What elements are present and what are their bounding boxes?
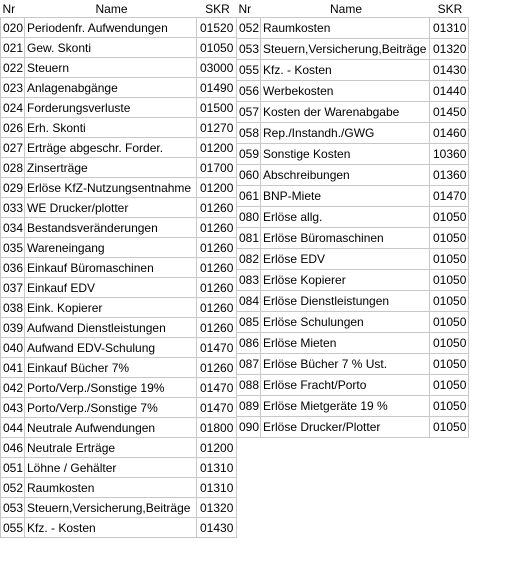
table-row[interactable]	[1, 238, 237, 258]
skr-code-cell: 01260	[197, 278, 237, 298]
table-row[interactable]	[237, 165, 469, 186]
skr-code-cell: 01050	[430, 354, 469, 375]
account-name-cell: BNP-Miete	[261, 186, 430, 207]
table-row[interactable]	[237, 312, 469, 333]
account-name-cell: Erlöse KfZ-Nutzungsentnahme	[25, 178, 197, 198]
table-row[interactable]	[1, 78, 237, 98]
table-row[interactable]	[237, 123, 469, 144]
account-number-cell: 056	[237, 81, 261, 102]
table-row[interactable]	[237, 144, 469, 165]
account-number-cell: 052	[1, 478, 25, 498]
account-name-cell: Forderungsverluste	[25, 98, 197, 118]
skr-code-cell: 03000	[197, 58, 237, 78]
table-row[interactable]	[237, 417, 469, 438]
account-number-cell: 084	[237, 291, 261, 312]
account-number-cell: 041	[1, 358, 25, 378]
skr-code-cell: 01200	[197, 138, 237, 158]
header-nr: Nr	[237, 0, 261, 18]
account-name-cell: Abschreibungen	[261, 165, 430, 186]
skr-code-cell: 01050	[430, 375, 469, 396]
header-nr: Nr	[1, 0, 25, 18]
skr-code-cell: 01310	[197, 478, 237, 498]
account-name-cell: Einkauf Bücher 7%	[25, 358, 197, 378]
skr-code-cell: 01050	[430, 270, 469, 291]
account-name-cell: Steuern	[25, 58, 197, 78]
account-name-cell: Erlöse Bücher 7 % Ust.	[261, 354, 430, 375]
account-name-cell: Aufwand EDV-Schulung	[25, 338, 197, 358]
account-number-cell: 057	[237, 102, 261, 123]
skr-code-cell: 01310	[430, 18, 469, 39]
account-number-cell: 051	[1, 458, 25, 478]
account-number-cell: 028	[1, 158, 25, 178]
table-row[interactable]	[1, 258, 237, 278]
table-row[interactable]	[1, 58, 237, 78]
skr-code-cell: 01700	[197, 158, 237, 178]
account-number-cell: 038	[1, 298, 25, 318]
account-name-cell: Periodenfr. Aufwendungen	[25, 18, 197, 38]
skr-code-cell: 01050	[430, 396, 469, 417]
skr-code-cell: 01470	[197, 398, 237, 418]
table-row[interactable]	[1, 198, 237, 218]
account-number-cell: 055	[237, 60, 261, 81]
table-row[interactable]	[1, 118, 237, 138]
account-name-cell: Erlöse EDV	[261, 249, 430, 270]
skr-code-cell: 01260	[197, 358, 237, 378]
skr-code-cell: 01200	[197, 178, 237, 198]
table-row[interactable]	[1, 98, 237, 118]
skr-code-cell: 01360	[430, 165, 469, 186]
account-number-cell: 036	[1, 258, 25, 278]
account-name-cell: Löhne / Gehälter	[25, 458, 197, 478]
table-row[interactable]	[1, 158, 237, 178]
account-name-cell: Raumkosten	[25, 478, 197, 498]
table-row[interactable]	[1, 318, 237, 338]
table-row[interactable]	[1, 438, 237, 458]
account-number-cell: 022	[1, 58, 25, 78]
skr-code-cell: 01470	[430, 186, 469, 207]
skr-code-cell: 01470	[197, 338, 237, 358]
account-name-cell: Erlöse Büromaschinen	[261, 228, 430, 249]
table-row[interactable]	[1, 398, 237, 418]
account-name-cell: Werbekosten	[261, 81, 430, 102]
account-name-cell: Erlöse Kopierer	[261, 270, 430, 291]
skr-code-cell: 01490	[197, 78, 237, 98]
account-number-cell: 044	[1, 418, 25, 438]
skr-code-cell: 01260	[197, 198, 237, 218]
header-name: Name	[25, 0, 197, 18]
account-name-cell: Erlöse Fracht/Porto	[261, 375, 430, 396]
account-number-cell: 089	[237, 396, 261, 417]
account-number-cell: 040	[1, 338, 25, 358]
account-number-cell: 060	[237, 165, 261, 186]
table-row[interactable]	[1, 278, 237, 298]
skr-code-cell: 01500	[197, 98, 237, 118]
account-number-cell: 023	[1, 78, 25, 98]
skr-code-cell: 01440	[430, 81, 469, 102]
table-row[interactable]	[237, 18, 469, 39]
account-name-cell: Neutrale Aufwendungen	[25, 418, 197, 438]
account-name-cell: Erlöse Schulungen	[261, 312, 430, 333]
account-number-cell: 033	[1, 198, 25, 218]
table-row[interactable]	[1, 18, 237, 38]
account-name-cell: Zinserträge	[25, 158, 197, 178]
table-row[interactable]	[1, 518, 237, 538]
left-table-body	[1, 18, 237, 538]
header-row	[1, 0, 237, 18]
table-row[interactable]	[237, 60, 469, 81]
skr-code-cell: 01270	[197, 118, 237, 138]
skr-code-cell: 01310	[197, 458, 237, 478]
account-name-cell: Steuern,Versicherung,Beiträge	[25, 498, 197, 518]
table-row[interactable]	[1, 218, 237, 238]
skr-code-cell: 01430	[197, 518, 237, 538]
skr-code-cell: 01050	[197, 38, 237, 58]
table-row[interactable]	[1, 38, 237, 58]
skr-code-cell: 01520	[197, 18, 237, 38]
table-row[interactable]	[1, 478, 237, 498]
account-name-cell: Gew. Skonti	[25, 38, 197, 58]
table-row[interactable]	[1, 378, 237, 398]
account-name-cell: Eink. Kopierer	[25, 298, 197, 318]
skr-code-cell: 01050	[430, 228, 469, 249]
table-row[interactable]	[237, 249, 469, 270]
right-table-body	[237, 18, 469, 438]
account-number-cell: 061	[237, 186, 261, 207]
account-number-cell: 039	[1, 318, 25, 338]
account-number-cell: 027	[1, 138, 25, 158]
skr-code-cell: 01470	[197, 378, 237, 398]
account-name-cell: Porto/Verp./Sonstige 19%	[25, 378, 197, 398]
account-name-cell: Erlöse Mieten	[261, 333, 430, 354]
table-row[interactable]	[237, 396, 469, 417]
table-row[interactable]	[1, 458, 237, 478]
account-name-cell: Kfz. - Kosten	[25, 518, 197, 538]
account-number-cell: 081	[237, 228, 261, 249]
account-number-cell: 053	[237, 39, 261, 60]
account-name-cell: Rep./Instandh./GWG	[261, 123, 430, 144]
table-row[interactable]	[237, 270, 469, 291]
account-name-cell: Anlagenabgänge	[25, 78, 197, 98]
account-number-cell: 058	[237, 123, 261, 144]
skr-code-cell: 01050	[430, 312, 469, 333]
account-name-cell: Bestandsveränderungen	[25, 218, 197, 238]
table-row[interactable]	[237, 102, 469, 123]
right-account-table	[236, 0, 469, 438]
account-number-cell: 086	[237, 333, 261, 354]
skr-code-cell: 01260	[197, 238, 237, 258]
skr-code-cell: 01800	[197, 418, 237, 438]
skr-code-cell: 01430	[430, 60, 469, 81]
table-row[interactable]	[237, 207, 469, 228]
table-row[interactable]	[1, 498, 237, 518]
table-row[interactable]	[237, 81, 469, 102]
skr-code-cell: 01050	[430, 249, 469, 270]
table-row[interactable]	[237, 375, 469, 396]
skr-code-cell: 01320	[197, 498, 237, 518]
skr-code-cell: 01050	[430, 291, 469, 312]
account-number-cell: 080	[237, 207, 261, 228]
account-name-cell: Porto/Verp./Sonstige 7%	[25, 398, 197, 418]
account-number-cell: 034	[1, 218, 25, 238]
account-name-cell: Erh. Skonti	[25, 118, 197, 138]
table-row[interactable]	[237, 333, 469, 354]
account-number-cell: 026	[1, 118, 25, 138]
account-name-cell: Neutrale Erträge	[25, 438, 197, 458]
table-row[interactable]	[237, 39, 469, 60]
account-number-cell: 053	[1, 498, 25, 518]
account-number-cell: 021	[1, 38, 25, 58]
table-row[interactable]	[237, 291, 469, 312]
account-number-cell: 082	[237, 249, 261, 270]
account-number-cell: 088	[237, 375, 261, 396]
account-number-cell: 037	[1, 278, 25, 298]
account-number-cell: 020	[1, 18, 25, 38]
skr-code-cell: 01320	[430, 39, 469, 60]
account-number-cell: 024	[1, 98, 25, 118]
table-row[interactable]	[1, 138, 237, 158]
account-number-cell: 029	[1, 178, 25, 198]
table-row[interactable]	[1, 418, 237, 438]
account-name-cell: Einkauf Büromaschinen	[25, 258, 197, 278]
table-row[interactable]	[237, 228, 469, 249]
account-number-cell: 087	[237, 354, 261, 375]
left-account-table	[0, 0, 237, 538]
account-number-cell: 059	[237, 144, 261, 165]
account-name-cell: Wareneingang	[25, 238, 197, 258]
account-name-cell: Aufwand Dienstleistungen	[25, 318, 197, 338]
skr-code-cell: 01050	[430, 417, 469, 438]
account-number-cell: 083	[237, 270, 261, 291]
account-name-cell: Erlöse allg.	[261, 207, 430, 228]
skr-code-cell: 01260	[197, 318, 237, 338]
table-row[interactable]	[1, 298, 237, 318]
account-number-cell: 043	[1, 398, 25, 418]
skr-code-cell: 01200	[197, 438, 237, 458]
account-name-cell: Kosten der Warenabgabe	[261, 102, 430, 123]
account-name-cell: Einkauf EDV	[25, 278, 197, 298]
account-name-cell: Steuern,Versicherung,Beiträge	[261, 39, 430, 60]
table-row[interactable]	[1, 358, 237, 378]
account-number-cell: 035	[1, 238, 25, 258]
skr-code-cell: 01260	[197, 218, 237, 238]
account-number-cell: 046	[1, 438, 25, 458]
table-row[interactable]	[237, 354, 469, 375]
account-name-cell: Erlöse Drucker/Plotter	[261, 417, 430, 438]
account-name-cell: Kfz. - Kosten	[261, 60, 430, 81]
account-number-cell: 055	[1, 518, 25, 538]
skr-code-cell: 01450	[430, 102, 469, 123]
table-row[interactable]	[237, 186, 469, 207]
header-skr: SKR	[430, 0, 469, 18]
table-row[interactable]	[1, 178, 237, 198]
account-name-cell: Erträge abgeschr. Forder.	[25, 138, 197, 158]
account-number-cell: 042	[1, 378, 25, 398]
account-name-cell: Erlöse Dienstleistungen	[261, 291, 430, 312]
skr-code-cell: 01260	[197, 258, 237, 278]
skr-code-cell: 01260	[197, 298, 237, 318]
account-name-cell: Erlöse Mietgeräte 19 %	[261, 396, 430, 417]
header-skr: SKR	[197, 0, 237, 18]
account-name-cell: WE Drucker/plotter	[25, 198, 197, 218]
account-number-cell: 052	[237, 18, 261, 39]
account-name-cell: Raumkosten	[261, 18, 430, 39]
skr-code-cell: 01050	[430, 207, 469, 228]
account-name-cell: Sonstige Kosten	[261, 144, 430, 165]
skr-code-cell: 10360	[430, 144, 469, 165]
header-name: Name	[261, 0, 430, 18]
skr-code-cell: 01460	[430, 123, 469, 144]
account-number-cell: 090	[237, 417, 261, 438]
header-row	[237, 0, 469, 18]
skr-code-cell: 01050	[430, 333, 469, 354]
table-row[interactable]	[1, 338, 237, 358]
account-number-cell: 085	[237, 312, 261, 333]
